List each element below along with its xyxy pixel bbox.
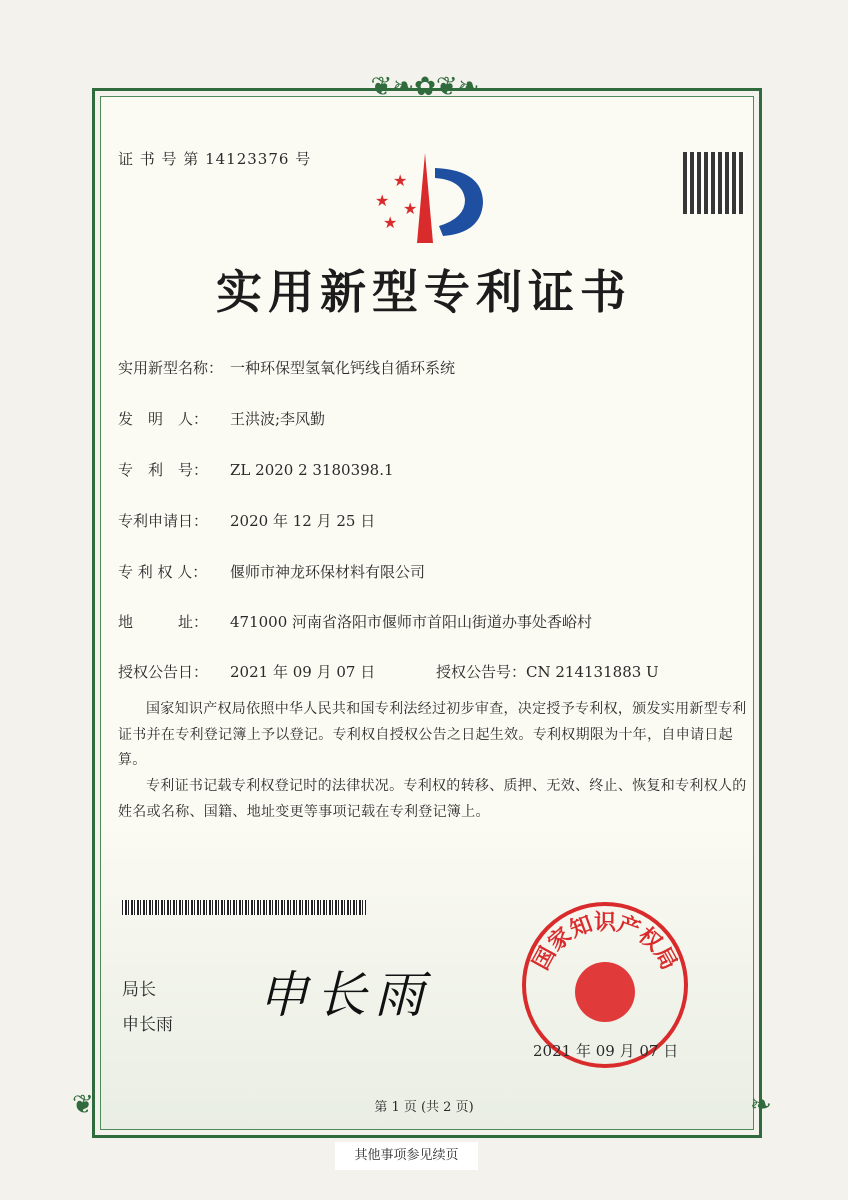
field-address: 地 址： 471000 河南省洛阳市偃师市首阳山街道办事处香峪村 — [118, 613, 593, 631]
national-emblem-icon — [575, 962, 635, 1022]
field-patent-number: 专 利 号： ZL 2020 2 3180398.1 — [118, 461, 394, 479]
page-info: 第 1 页 (共 2 页) — [374, 1100, 474, 1115]
field-announcement-number: 授权公告号：CN 214131883 U — [436, 663, 659, 681]
svg-text:★: ★ — [383, 213, 398, 232]
field-grant-date: 授权公告日： 2021 年 09 月 07 日 — [118, 663, 376, 681]
signer-title: 局长 — [122, 980, 156, 1000]
signer-name: 申长雨 — [122, 1015, 173, 1035]
svg-text:★: ★ — [393, 171, 408, 190]
svg-text:★: ★ — [403, 199, 418, 218]
svg-text:★: ★ — [375, 191, 390, 210]
paragraph: 国家知识产权局依照中华人民共和国专利法经过初步审查，决定授予专利权，颁发实用新型专利证书并在专利登记簿上予以登记。专利权自授权公告之日起生效。专利权期限为十年，自申请日起算。 — [118, 701, 747, 768]
top-ornament-icon: ❦❧✿❦❧ — [370, 72, 480, 102]
certificate-number: 证 书 号 第 14123376 号 — [118, 150, 312, 168]
cnipa-logo-icon — [365, 148, 490, 248]
corner-ornament-icon: ❦ — [72, 1090, 94, 1120]
field-inventor: 发 明 人： 王洪波;李风勤 — [118, 410, 326, 428]
barcode — [122, 900, 366, 915]
signature: 申长雨 — [258, 966, 432, 1024]
corner-ornament-icon: ❧ — [750, 1090, 772, 1120]
seal-text: 国家知识产权局 — [528, 910, 682, 975]
field-patentee: 专 利 权 人： 偃师市神龙环保材料有限公司 — [118, 563, 426, 581]
qr-code — [683, 152, 745, 214]
footer-note: 其他事项参见续页 — [335, 1142, 478, 1170]
page-title: 实用新型专利证书 — [216, 265, 632, 319]
field-application-date: 专利申请日： 2020 年 12 月 25 日 — [118, 512, 376, 530]
seal-date: 2021 年 09 月 07 日 — [533, 1042, 679, 1060]
paragraph: 专利证书记载专利权登记时的法律状况。专利权的转移、质押、无效、终止、恢复和专利权人的姓名或名称、国籍、地址变更等事项记载在专利登记簿上。 — [118, 778, 747, 820]
field-name: 实用新型名称： 一种环保型氢氧化钙线自循环系统 — [118, 359, 456, 377]
